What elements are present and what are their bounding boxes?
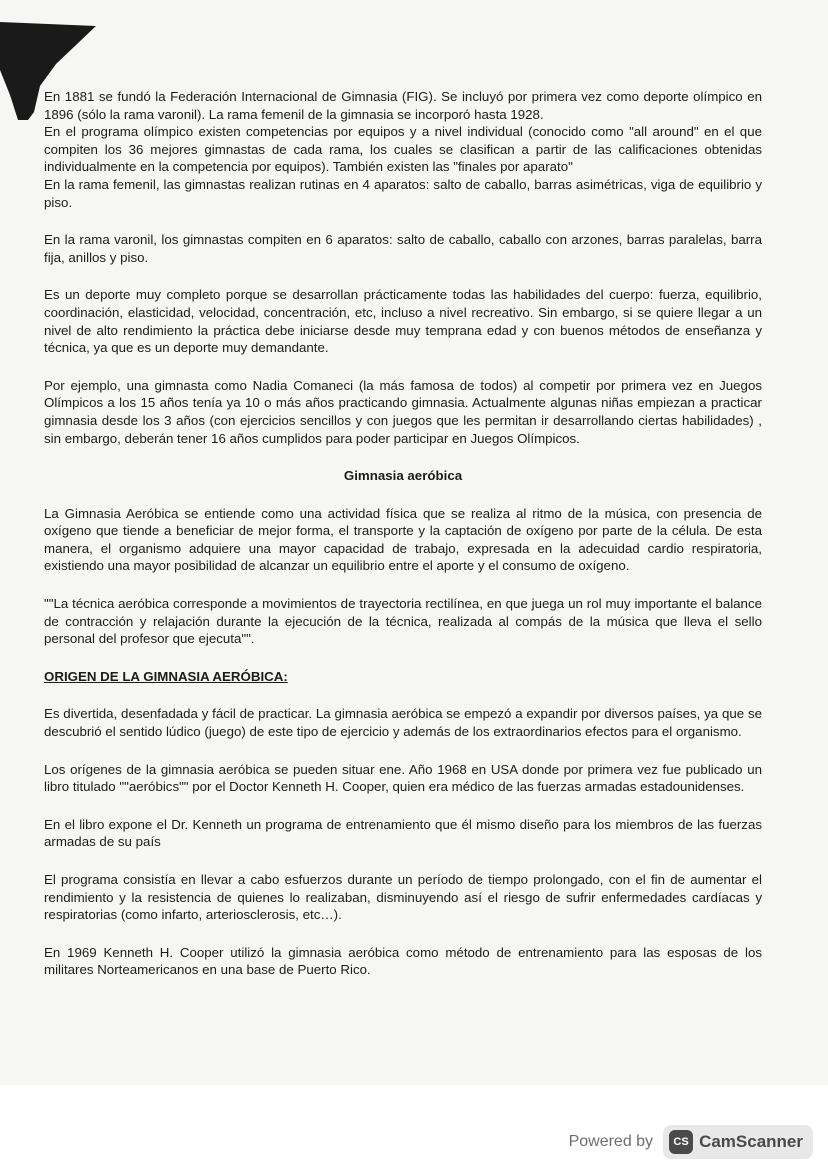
paragraph-olympic-program: En el programa olímpico existen competencias por equipos y a nivel individual (conocido como "all around" en el que compiten los 36 mejores gimnastas de cada rama, los cuales se clasifican a partir de las calificaciones obtenidas individualmente en la competencia por equipos). También existen las "finales por aparato" bbox=[44, 124, 762, 175]
paragraph-origin-1969: En 1969 Kenneth H. Cooper utilizó la gimnasia aeróbica como método de entrenamiento para las esposas de los militares Norteamericanos en una base de Puerto Rico. bbox=[44, 944, 762, 978]
powered-by-label: Powered by bbox=[568, 1133, 654, 1150]
camscanner-logo-icon bbox=[669, 1130, 693, 1154]
camscanner-brand-name: CamScanner bbox=[699, 1132, 803, 1151]
camscanner-watermark bbox=[569, 1122, 813, 1162]
paragraph-origin-fun: Es divertida, desenfadada y fácil de practicar. La gimnasia aeróbica se empezó a expandir por diversos países, ya que se descubrió el sentido lúdico (juego) de este tipo de ejercicio y además de los extraordinarios efectos para el organismo. bbox=[44, 706, 762, 740]
paragraph-aerobic-definition: La Gimnasia Aeróbica se entiende como una actividad física que se realiza al ritmo de la música, con presencia de oxígeno que tiende a beneficiar de mejor forma, el transporte y la captación de oxígeno por parte de la célula. De esta manera, el organismo adquiere una mayor capacidad de trabajo, expresada en la adecuidad cardio respiratoria, existiendo una mayor posibilidad de alcanzar un equilibrio entre el aporte y el consumo de oxígeno. bbox=[44, 505, 762, 574]
paragraph-nadia-comaneci: Por ejemplo, una gimnasta como Nadia Comaneci (la más famosa de todos) al competir por primera vez en Juegos Olímpicos a los 15 años tenía ya 10 o más años practicando gimnasia. Actualmente algunas niñas empiezan a practicar gimnasia desde los 3 años (con ejercicios sencillos y con juegos que les permitan ir desarrollando ciertas habilidades) , sin embargo, deberán tener 16 años cumplidos para poder participar en Juegos Olímpicos. bbox=[44, 377, 762, 446]
section-title-origin: ORIGEN DE LA GIMNASIA AERÓBICA: bbox=[44, 668, 288, 684]
paragraph-aerobic-technique: ""La técnica aeróbica corresponde a movimientos de trayectoria rectilínea, en que juega un rol muy importante el balance de contracción y relajación durante la ejecución de la técnica, realizada al compás de la música que lleva el sello personal del profesor que ejecuta"". bbox=[44, 596, 762, 647]
paragraph-fig-founding: En 1881 se fundó la Federación Internacional de Gimnasia (FIG). Se incluyó por primera vez como deporte olímpico en 1896 (sólo la rama varonil). La rama femenil de la gimnasia se incorporó hasta 1928. bbox=[44, 89, 762, 122]
section-title-aerobic: Gimnasia aeróbica bbox=[343, 468, 463, 484]
paragraph-origin-program: El programa consistía en llevar a cabo esfuerzos durante un período de tiempo prolongado, con el fin de aumentar el rendimiento y la resistencia de quienes lo realizaban, disminuyendo así el riesgo de sufrir enfermedades cardíacas y respiratorias (como infarto, arteriosclerosis, etc…). bbox=[44, 872, 762, 923]
paragraph-female-branch: En la rama femenil, las gimnastas realizan rutinas en 4 aparatos: salto de caballo, barras asimétricas, viga de equilibrio y piso. bbox=[44, 176, 762, 210]
paragraph-origin-1968: Los orígenes de la gimnasia aeróbica se pueden situar ene. Año 1968 en USA donde por primera vez fue publicado un libro titulado ""aeróbics"" por el Doctor Kenneth H. Cooper, quien era médico de las fuerzas armadas estadounidenses. bbox=[44, 761, 762, 795]
paragraph-complete-sport: Es un deporte muy completo porque se desarrollan prácticamente todas las habilidades del cuerpo: fuerza, equilibrio, coordinación, elasticidad, velocidad, concentración, etc, incluso a nivel recreativo. Sin embargo, si se quiere llegar a un nivel de alto rendimiento la práctica debe iniciarse desde muy temprana edad y con buenos métodos de enseñanza y técnica, ya que es un deporte muy demandante. bbox=[44, 287, 762, 356]
camscanner-badge bbox=[663, 1125, 813, 1159]
scan-footer bbox=[0, 1085, 828, 1171]
document-body bbox=[44, 88, 762, 979]
paragraph-origin-book: En el libro expone el Dr. Kenneth un programa de entrenamiento que él mismo diseño para los miembros de las fuerzas armadas de su país bbox=[44, 816, 762, 850]
camscanner-logo-text: CS bbox=[673, 1136, 689, 1148]
paragraph-male-branch: En la rama varonil, los gimnastas compiten en 6 aparatos: salto de caballo, caballo con arzones, barras paralelas, barra fija, anillos y piso. bbox=[44, 232, 762, 265]
